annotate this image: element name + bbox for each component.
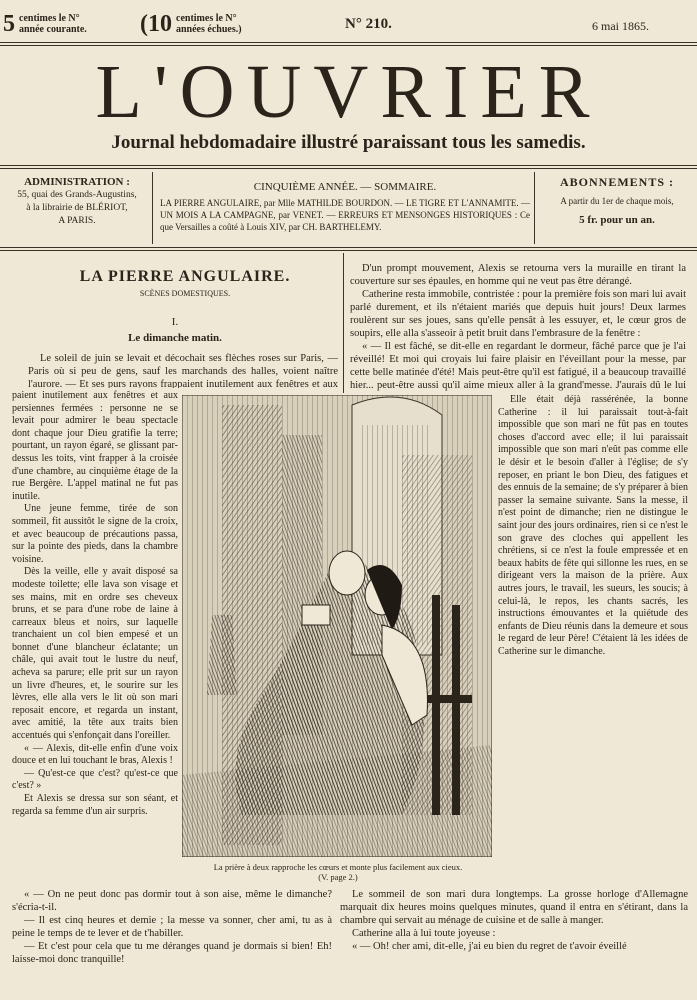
top-strip <box>0 4 697 40</box>
paragraph: — Qu'est-ce que c'est? qu'est-ce que c'est? » <box>12 767 178 792</box>
sommaire-body: LA PIERRE ANGULAIRE, par Mlle MATHILDE BOURDON. — LE TIGRE ET L'ANNAMITE. — UN MOIS A LA CAMPAGNE, par VENET. — ERREURS ET MENSONGES HISTORIQUES : Ce que Versailles a coûté à Louis XIV, par CH. BARTHELEMY. <box>160 198 530 232</box>
paragraph: Le soleil de juin se levait et décochait ses flèches roses sur Paris, — Paris où si peu de gens, sauf les marchands des halles, voient naître l'aurore. — Et ses purs rayons frappaient inutilement aux fenêtres et aux <box>28 353 338 388</box>
paragraph: « — Alexis, dit-elle enfin d'une voix douce et en lui touchant le bras, Alexis ! <box>12 742 178 767</box>
sommaire-box <box>160 181 530 233</box>
paragraph: « — Oh! cher ami, dit-elle, j'ai eu bien du regret de t'avoir éveillé <box>352 941 627 952</box>
illustration-caption <box>182 862 494 882</box>
paragraph: Catherine resta immobile, contristée : pour la première fois son mari lui avait parlé durement, et ils n'étaient mariés que depuis huit jours! Deux larmes roulèrent sur ses joues, sans qu'elle pensât à les essuyer, et, le cœur gros de soupirs, elle alla s'asseoir à petit bruit dans l'embrasure de la fenêtre : <box>350 289 686 339</box>
administration-heading: ADMINISTRATION : <box>24 176 130 188</box>
illustration-praying-couple <box>182 395 492 857</box>
paragraph: Elle était déjà rassérénée, la bonne Catherine : il lui paraissait tout-à-fait impossible que son mari ne fût pas en toutes choses d'accord avec elle; il lui paraissait impossible que son mari n'eût pas comme elle le désir et le besoin d'aller à l'église; de s'y reposer, en priant le bon Dieu, des fatigues et des ennuis de la semaine; de s'y préparer à bien passer la semaine suivante. Sans la messe, il n'est point de dimanche; rien ne distingue le saint jour des jours ordinaires, rien si ce n'est le son grave des cloches qui appellent les chrétiens, si ce n'est la foule empressée et en beaux habits de fête qui sillonne les rues, en se dirigeant vers la maison de la prière. Aux autres jours, le travail, les sueurs, les soucis; à celui-là, le repos, les chants sacrés, les instructions émouvantes et la quiétude des enfants de Dieu réunis dans la demeure et sous le regard de leur Père! C'étaient là les idées de Catherine sur le dimanche. <box>498 394 688 657</box>
paragraph: « — On ne peut donc pas dormir tout à son aise, même le dimanche? s'écria-t-il. <box>12 889 332 913</box>
info-rule-2 <box>0 250 697 251</box>
article-subtitle: SCÈNES DOMESTIQUES. <box>139 289 231 298</box>
paragraph: — Et c'est pour cela que tu me déranges quand je dormais si bien! Eh! laisse-moi donc tranquille! <box>12 941 332 965</box>
column-right-bottom <box>340 888 688 996</box>
paragraph: Une jeune femme, tirée de son sommeil, fit aussitôt le signe de la croix, et avec beaucoup de précautions passa, sur la pointe des pieds, dans la chambre voisine. <box>12 503 178 565</box>
price-past <box>140 12 242 36</box>
top-rule <box>0 42 697 43</box>
section-title: Le dimanche matin. <box>128 332 222 344</box>
paragraph: Et Alexis se dressa sur son séant, et regarda sa femme d'un air surpris. <box>12 793 178 817</box>
caption-reference: (V. page 2.) <box>318 872 358 882</box>
issue-number: N° 210. <box>345 16 392 32</box>
caption-text: La prière à deux rapproche les cœurs et monte plus facilement aux cieux. <box>213 862 463 872</box>
box-divider-left <box>152 172 153 244</box>
abonnements-heading: ABONNEMENTS : <box>559 175 674 189</box>
section-number: I. <box>171 316 179 328</box>
info-rule <box>0 247 697 248</box>
paragraph: — Il est cinq heures et demie ; la messe va sonner, cher ami, tu as à peine le temps de te lever et de t'habiller. <box>12 915 332 939</box>
article-title: LA PIERRE ANGULAIRE. <box>79 268 291 285</box>
column-right-narrow <box>498 394 688 882</box>
masthead-title: L'OUVRIER <box>95 50 602 134</box>
price-past-line2: années échues.) <box>176 24 242 35</box>
sommaire-heading: CINQUIÈME ANNÉE. — SOMMAIRE. <box>253 181 437 193</box>
price-current <box>3 12 87 36</box>
price-past-line1: centimes le N° <box>176 13 237 24</box>
administration-line3: A PARIS. <box>58 216 96 226</box>
abonnements-line1: A partir du 1er de chaque mois, <box>560 196 674 206</box>
column-left-top <box>28 352 338 388</box>
masthead-rule-2 <box>0 168 697 169</box>
box-divider-right <box>534 172 535 244</box>
price-current-line2: année courante. <box>19 24 87 35</box>
paragraph: Dès la veille, elle y avait disposé sa modeste toilette; elle lava son visage et ses mains, mit en ordre ses cheveux bruns, et se para d'une robe de laine à carreaux bleus et noirs, sur laquelle tranchaient un col bien empesé et un bonnet d'une blancheur éclatante; un châle, qui avait tout le lustre du neuf, acheva sa parure; elle prit sur un rayon un livre d'heures, et, le sourire sur les lèvres, elle alla vers le lit où son mari reposait encore, et regarda un instant, avec amitié, la tête aux traits bien accentués qui s'enfonçait dans l'oreiller. <box>12 566 178 742</box>
column-right-top <box>350 262 686 394</box>
price-current-line1: centimes le N° <box>19 13 80 24</box>
engraving-image <box>182 395 492 857</box>
paragraph: D'un prompt mouvement, Alexis se retourna vers la muraille en tirant la couverture sur ses épaules, en homme qui ne veut pas être dérangé. <box>350 263 686 287</box>
abonnements-box <box>537 176 697 227</box>
price-current-number: 5 <box>3 11 15 37</box>
masthead-rule <box>0 165 697 166</box>
issue-date: 6 mai 1865. <box>592 19 649 33</box>
column-left-narrow <box>12 390 178 860</box>
administration-line1: 55, quai des Grands-Augustins, <box>17 190 137 200</box>
administration-box <box>12 176 142 228</box>
paragraph: « — Il est fâché, se dit-elle en regardant le dormeur, fâché parce que je l'ai réveillé! Et moi qui croyais lui faire plaisir en l'éveillant pour la messe, par cette belle matinée d'été! Mais peut-être qu'il est fatigué, il a beaucoup travaillé hier... peut-être aussi qu'il aime mieux aller à la grand'messe. J'aurais dû le lui <box>350 341 686 391</box>
masthead-subtitle: Journal hebdomadaire illustré paraissant tous les samedis. <box>111 132 586 153</box>
column-divider <box>343 253 344 393</box>
abonnements-price: 5 fr. pour un an. <box>579 214 655 226</box>
paragraph: Le sommeil de son mari dura longtemps. La grosse horloge d'Allemagne marquait dix heures moins quelques minutes, quand il entra en s'étirant, dans la chambre qui servait au ménage de cuisine et de salle à manger. <box>340 889 688 926</box>
paragraph: Catherine alla à lui toute joyeuse : <box>352 928 496 939</box>
price-past-number: (10 <box>140 11 172 37</box>
paragraph: paient inutilement aux fenêtres et aux persiennes fermées : personne ne se levait pour admirer le beau spectacle dont chaque jour Dieu gratifie la terre; pourtant, un rayon égaré, se glissant par-dessus les toits, vint frapper à la croisée d'une chambre, au cinquième étage de la rue Bergère. L'appel matinal ne fut pas inutile. <box>12 390 178 502</box>
top-rule-2 <box>0 45 697 46</box>
administration-line2: à la librairie de BLÉRIOT, <box>26 203 128 213</box>
column-left-bottom <box>12 888 332 996</box>
